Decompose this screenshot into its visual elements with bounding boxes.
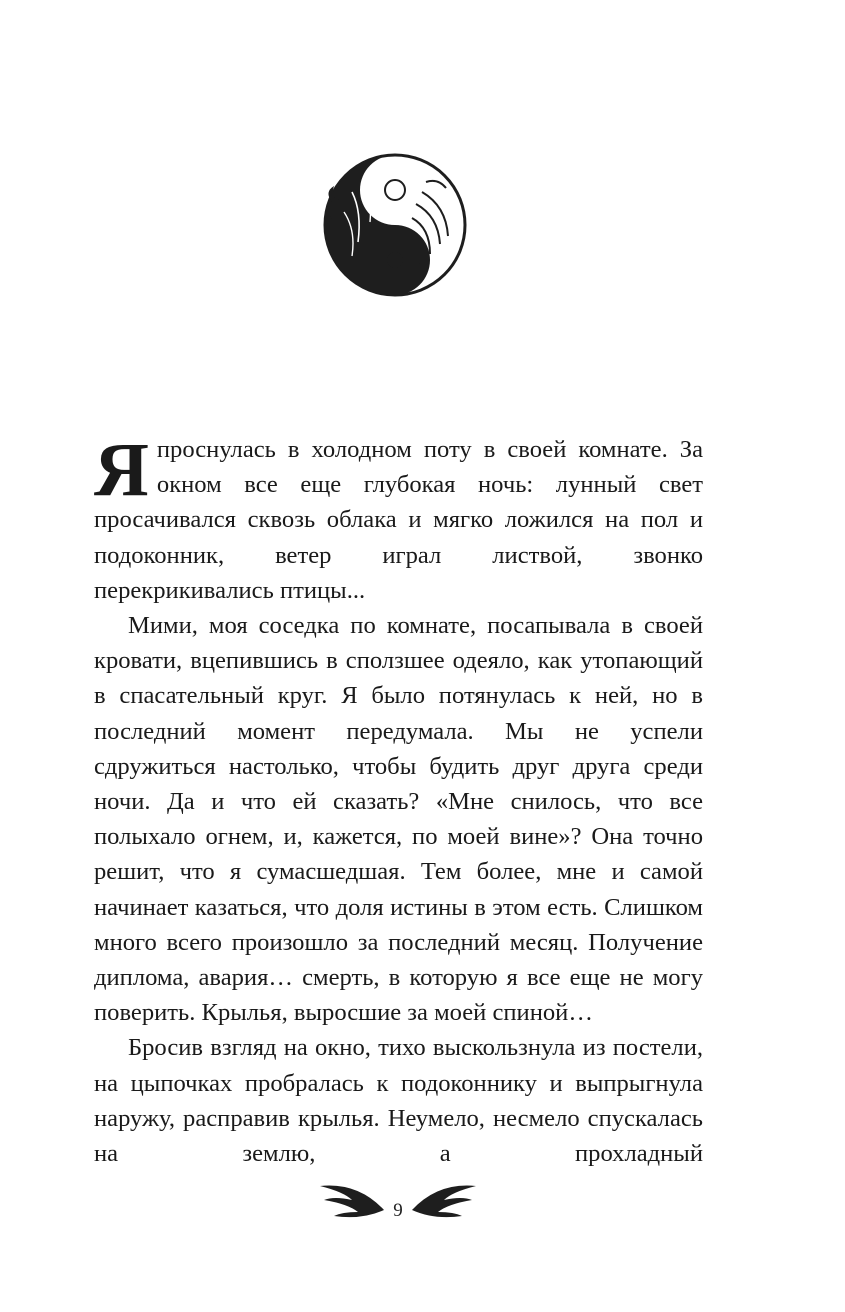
drop-cap: Я xyxy=(94,428,149,512)
page-footer xyxy=(318,1180,478,1226)
left-wing-icon xyxy=(318,1180,386,1220)
page-number: 9 xyxy=(393,1200,403,1221)
paragraph-3: Бросив взгляд на окно, тихо выскользнула из постели, на цыпочках пробралась к подоконнику и выпрыгнула наружу, расправив крылья. Неумело, несмело спускалась на землю, а прохладный xyxy=(94,1034,703,1168)
chapter-text xyxy=(94,428,703,1171)
yin-yang-wings-icon xyxy=(322,152,468,298)
paragraph-1 xyxy=(94,428,703,608)
paragraph-2: Мими, моя соседка по комнате, посапывала в своей кровати, вцепившись в сползшее одеяло, как утопающий в спасательный круг. Я было потянулась к ней, но в последний момент передумала. Мы не успели сдружиться настолько, чтобы будить друг друга среди ночи. Да и что ей сказать? «Мне снилось, что все полыхало огнем, и, кажется, по моей вине»? Она точно решит, что я сумасшедшая. Тем более, мне и самой начинает казаться, что доля истины в этом есть. Слишком много всего произошло за последний месяц. Получение диплома, авария… смерть, в которую я все еще не могу поверить. Крылья, выросшие за моей спиной… xyxy=(94,612,703,1027)
right-wing-icon xyxy=(410,1180,478,1220)
paragraph-1-text: проснулась в холодном поту в своей комнате. За окном все еще глубокая ночь: лунный свет просачивался сквозь облака и мягко ложился на пол и подоконник, ветер играл листвой, звонко перекрикивались птицы... xyxy=(94,436,703,604)
